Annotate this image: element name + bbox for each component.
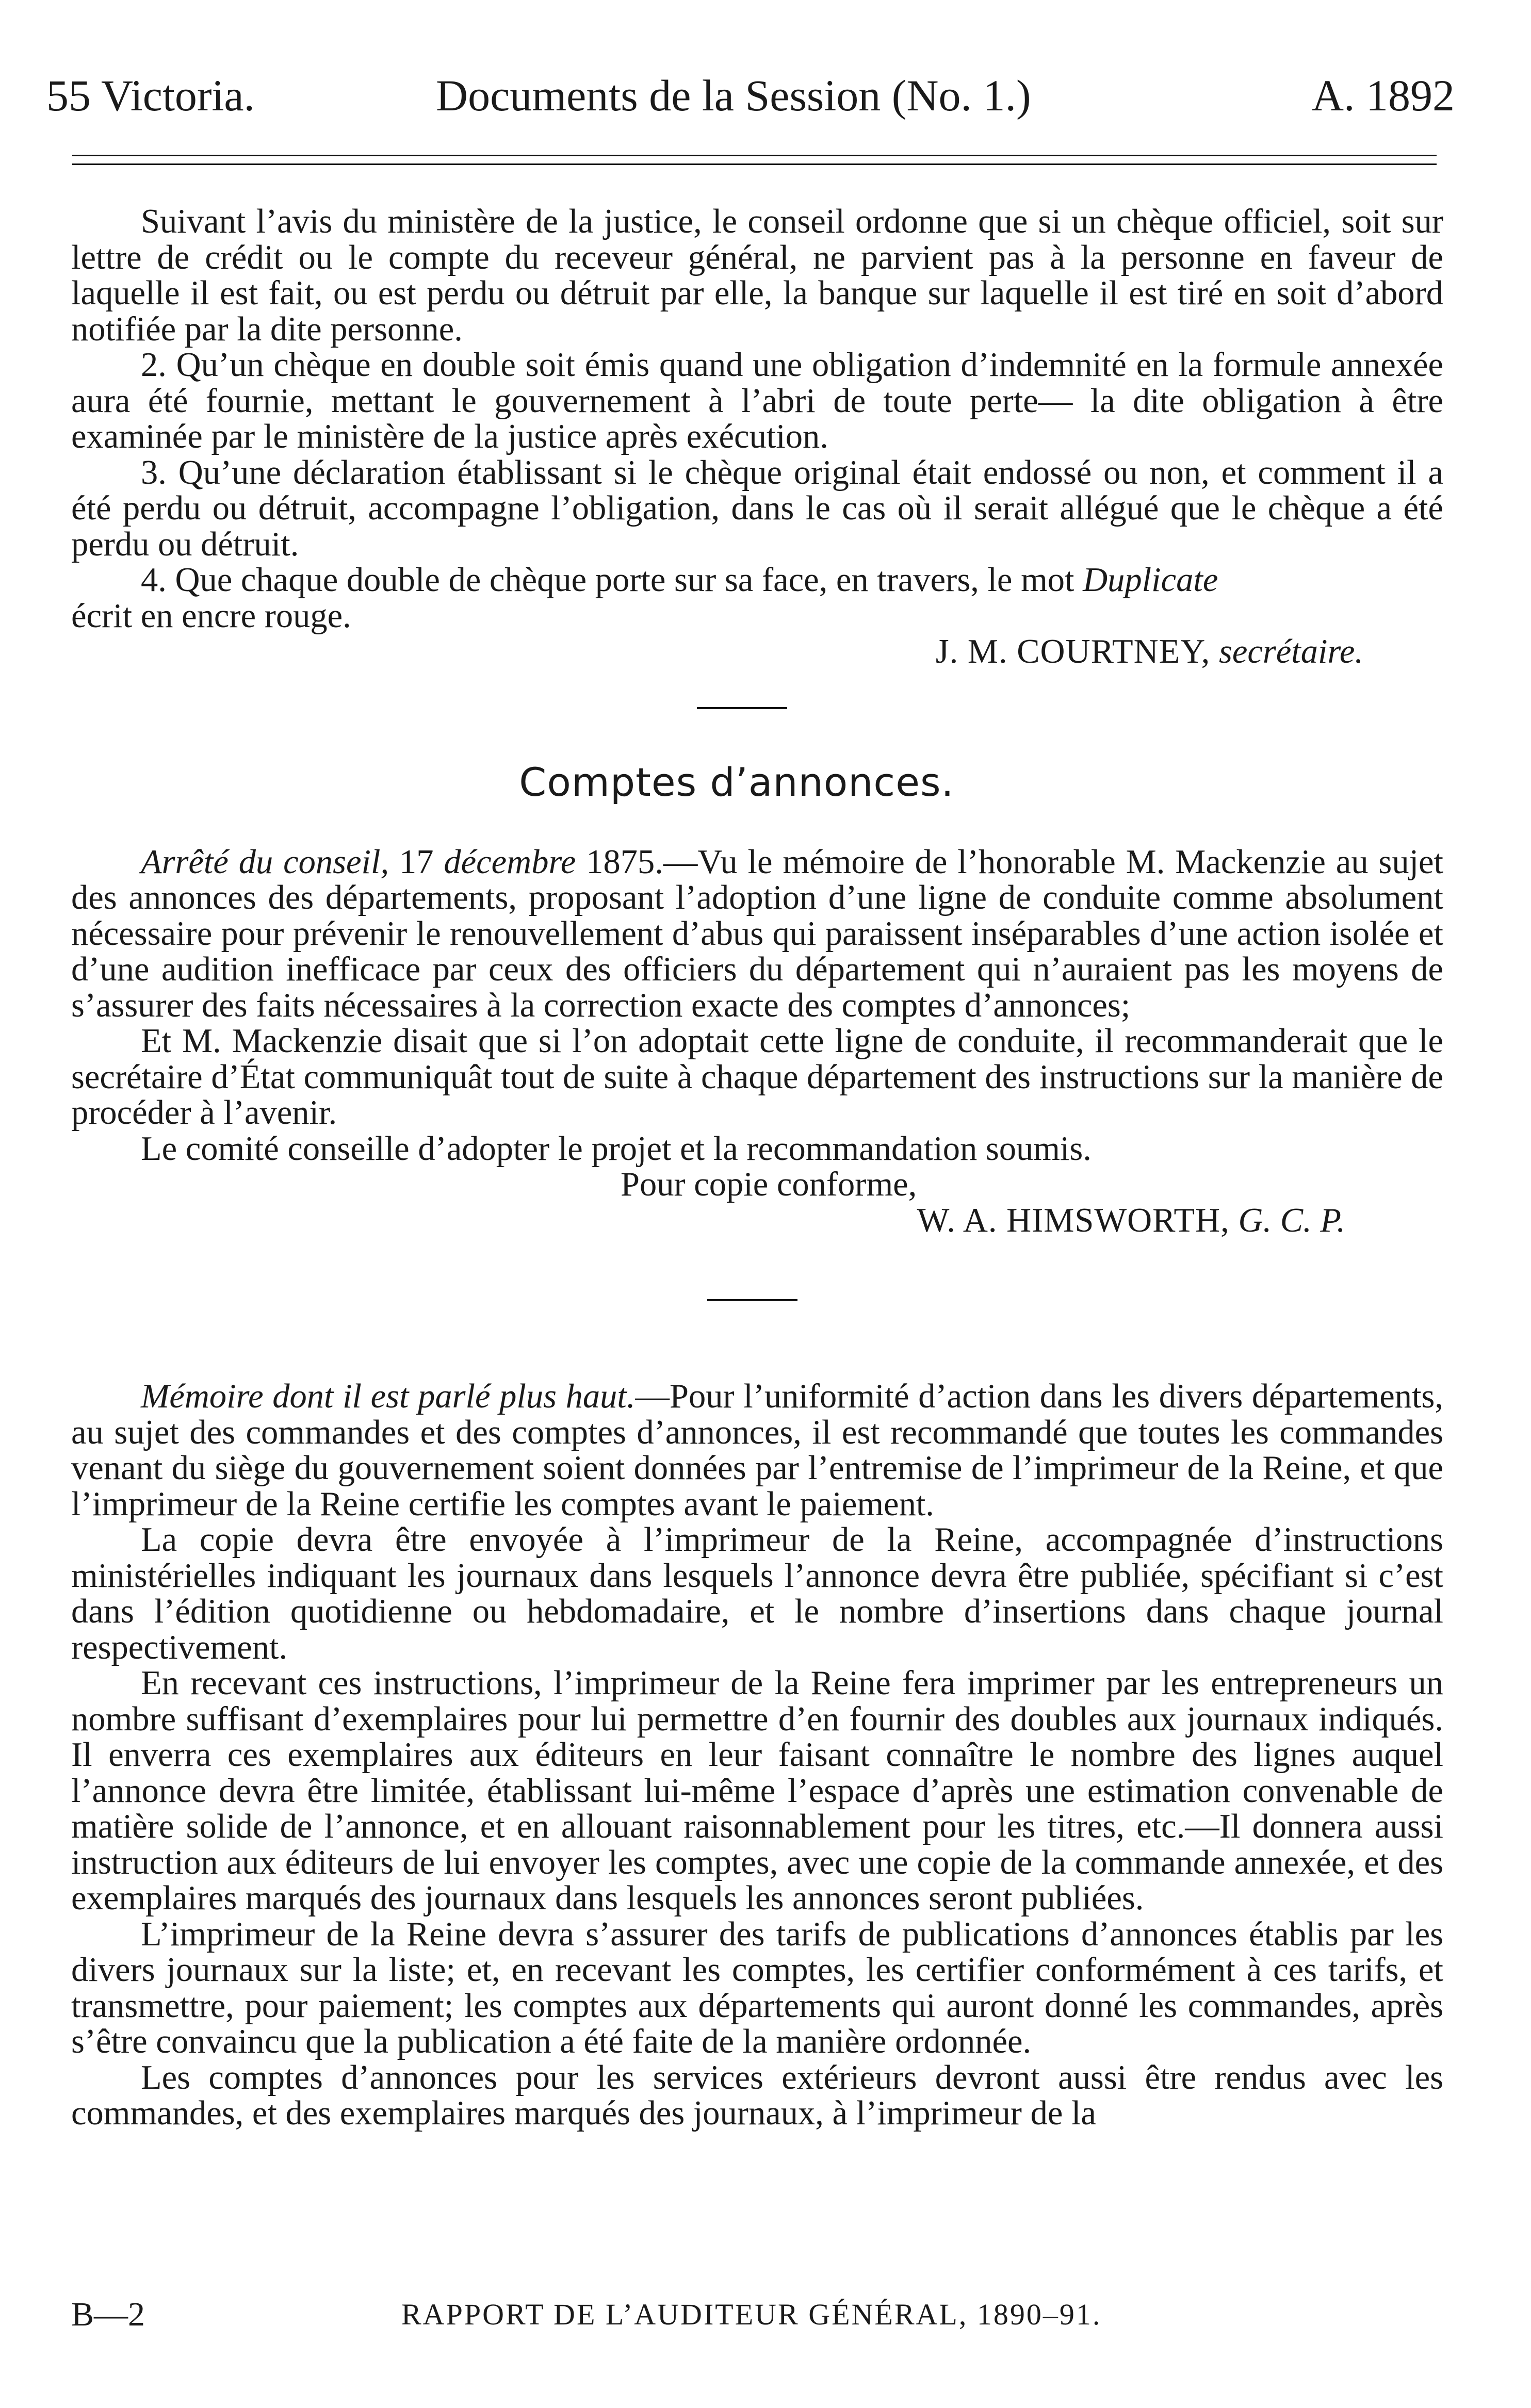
- italic-word-duplicate: Duplicate: [1083, 561, 1218, 599]
- italic-text: décembre: [444, 843, 576, 881]
- page-body: [71, 204, 1443, 2132]
- paragraph: Les comptes d’annonces pour les services extérieurs devront aussi être rendus avec les commandes, et des exemplaires marqués des journaux, à l’imprimeur de la: [71, 2058, 1443, 2132]
- signature-name: W. A. HIMSWORTH,: [917, 1201, 1230, 1239]
- running-header: [46, 67, 1455, 124]
- header-double-rule: [72, 155, 1437, 165]
- signature-courtney: [71, 634, 1443, 670]
- footer-page-number: B—2: [71, 2296, 145, 2333]
- footer-report-title: RAPPORT DE L’AUDITEUR GÉNÉRAL, 1890–91.: [401, 2298, 1102, 2331]
- signature-himsworth: [71, 1203, 1443, 1239]
- section-divider: [707, 1299, 797, 1301]
- paragraph: L’imprimeur de la Reine devra s’assurer des tarifs de publications d’annonces établis par les divers journaux sur la liste; et, en recevant les comptes, les certifier conformément à ces tarifs, et transmettre, pour paiement; les comptes aux départements qui auront donné les commandes, après s’être convaincu que la publication a été faite de la manière ordonnée.: [71, 1915, 1443, 2060]
- pour-copie-line: Pour copie conforme,: [621, 1166, 917, 1203]
- running-footer: [71, 2294, 1443, 2335]
- section-title: Comptes d’annonces.: [519, 759, 954, 805]
- header-title: Documents de la Session (No. 1.): [436, 71, 1031, 120]
- paragraph-continuation: écrit en encre rouge.: [71, 597, 351, 635]
- paragraph: [71, 562, 1443, 598]
- header-session-year: 55 Victoria.: [46, 71, 255, 120]
- paragraph: [71, 1379, 1443, 1522]
- paragraph: [71, 844, 1443, 1024]
- paragraph-text: —Pour l’uniformité d’action dans les divers départements, au sujet des commandes et des comptes d’annonces, il est recommandé que toutes les commandes venant du siège du gouvernement soient données par l’entremise de l’imprimeur de la Reine, et que l’imprimeur de la Reine certifie les comptes avant le paiement.: [71, 1378, 1444, 1523]
- signature-role: G. C. P.: [1238, 1201, 1345, 1239]
- signature-role: secrétaire.: [1218, 633, 1363, 670]
- paragraph: 2. Qu’un chèque en double soit émis quand une obligation d’indemnité en la formule annexée aura été fournie, mettant le gouvernement à l’abri de toute perte— la dite obligation à être examinée par le ministère de la justice après exécution.: [71, 346, 1443, 455]
- paragraph: 3. Qu’une déclaration établissant si le chèque original était endossé ou non, et comment il a été perdu ou détruit, accompagne l’obligation, dans le cas où il serait allégué que le chèque a été perdu ou détruit.: [71, 453, 1443, 563]
- header-year: A. 1892: [1311, 71, 1455, 120]
- paragraph: Le comité conseille d’adopter le projet et la recommandation soumis.: [141, 1129, 1092, 1168]
- paragraph: En recevant ces instructions, l’imprimeur de la Reine fera imprimer par les entrepreneurs un nombre suffisant d’exemplaires pour lui permettre d’en fournir des doubles aux journaux indiqués. Il enverra ces exemplaires aux éditeurs en leur faisant connaître le nombre des lignes auquel l’annonce devra être limitée, établissant lui-même l’espace d’après une estimation convenable de matière solide de l’annonce, et en allouant raisonnablement pour les titres, etc.—Il donnera aussi instruction aux éditeurs de lui envoyer les comptes, avec une copie de la commande annexée, et des exemplaires marqués des journaux dans lesquels les annonces seront publiées.: [71, 1664, 1443, 1917]
- italic-text: Arrêté du conseil,: [141, 843, 389, 881]
- italic-text: Mémoire dont il est parlé plus haut.: [141, 1378, 636, 1415]
- paragraph: Et M. Mackenzie disait que si l’on adoptait cette ligne de conduite, il recommanderait que le secrétaire d’État communiquât tout de suite à chaque département des instructions sur la manière de procéder à l’avenir.: [71, 1022, 1443, 1132]
- paragraph-text: 1875.—Vu le mémoire de l’honorable M. Mackenzie au sujet des annonces des départements, proposant l’adoption d’une ligne de conduite comme absolument nécessaire pour prévenir le renouvellement d’abus qui paraissent inséparables d’une action isolée et d’une audition inefficace par ceux des officiers du département qui n’auraient pas les moyens de s’assurer des faits nécessaires à la correction exacte des comptes d’annonces;: [71, 843, 1444, 1024]
- paragraph: Suivant l’avis du ministère de la justice, le conseil ordonne que si un chèque officiel, soit sur lettre de crédit ou le compte du receveur général, ne parvient pas à la personne en faveur de laquelle il est fait, ou est perdu ou détruit par elle, la banque sur laquelle il est tiré en soit d’abord notifiée par la dite personne.: [71, 203, 1443, 348]
- paragraph: La copie devra être envoyée à l’imprimeur de la Reine, accompagnée d’instructions ministérielles indiquant les journaux dans lesquels l’annonce devra être publiée, spécifiant si c’est dans l’édition quotidienne ou hebdomadaire, et le nombre d’insertions dans chaque journal respectivement.: [71, 1521, 1443, 1666]
- paragraph-text: 4. Que chaque double de chèque porte sur sa face, en travers, le mot: [141, 561, 1074, 599]
- date-day: 17: [399, 843, 434, 881]
- signature-name: J. M. COURTNEY,: [935, 633, 1211, 670]
- section-divider: [697, 707, 787, 709]
